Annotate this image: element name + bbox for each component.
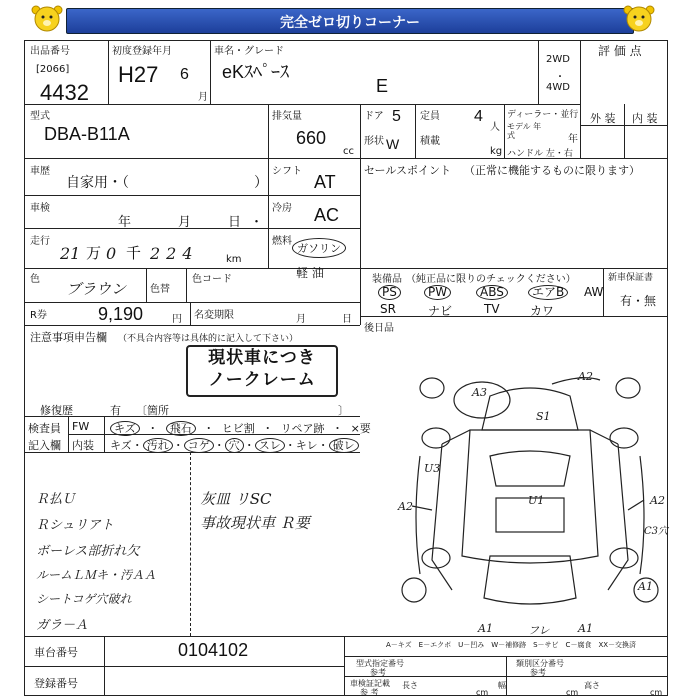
- drive-4wd: 4WD: [546, 82, 570, 93]
- equip-sr: SR: [380, 302, 396, 316]
- interior-cut: キレ: [295, 439, 318, 452]
- damage-mark-a3: A3: [472, 386, 487, 399]
- score-label: 評 価 点: [598, 44, 642, 58]
- mileage-c: 224: [150, 244, 199, 263]
- color-swap-label: 色替: [150, 284, 170, 295]
- comment-line-1: 灰皿 リSC: [200, 490, 272, 508]
- repair-history-close: 〕: [338, 404, 349, 417]
- equip-leather: カワ: [530, 304, 555, 318]
- inspect-scratch: キズ: [110, 421, 140, 436]
- interior-label: 内 装: [632, 112, 658, 125]
- equip-tv: TV: [484, 302, 500, 316]
- mileage-b: 0: [106, 244, 117, 263]
- fuel-gasoline-circled: ガソリン: [292, 238, 346, 258]
- damage-mark-a2-right: A2: [650, 494, 665, 507]
- model-code: DBA-B11A: [44, 124, 130, 144]
- repair-history-value: 有: [110, 404, 121, 417]
- repair-history-bracket: 〔箇所: [136, 404, 169, 417]
- month-unit: 月: [198, 92, 208, 103]
- ac-value: AC: [314, 205, 340, 225]
- interior-hole: 穴: [225, 438, 244, 453]
- interior-scratch: キズ: [110, 439, 132, 452]
- lot-number-label: 出品番号: [30, 46, 70, 57]
- declaration-label: 注意事項申告欄: [30, 331, 107, 344]
- registration-month: 6: [180, 66, 189, 83]
- interior-wear: スレ: [255, 438, 285, 453]
- damage-mark-a2-left: A2: [398, 500, 413, 513]
- shift-label: シフト: [272, 166, 302, 177]
- ac-label: 冷房: [272, 203, 292, 214]
- width-label: 幅: [498, 681, 506, 690]
- title-bar: [66, 8, 634, 34]
- equip-abs: ABS: [476, 285, 508, 300]
- sales-point-label: セールスポイント: [364, 164, 452, 177]
- warranty-value: 有・無: [620, 294, 657, 308]
- inspect-row-1: キズ ・ 飛石 ・ ヒビ割 ・ リペア跡 ・ ×要: [110, 420, 371, 436]
- sales-point-note: （正常に機能するものに限ります）: [464, 164, 640, 177]
- displacement-unit: cc: [343, 146, 354, 157]
- size-sub: 参 考: [360, 688, 379, 697]
- displacement-label: 排気量: [272, 111, 302, 122]
- inspect-row-2: キズ・ 汚れ ・ コゲ ・ 穴 ・ スレ ・キレ・ 破レ: [110, 437, 359, 453]
- registration-year: H27: [118, 62, 159, 87]
- handwritten-note-2: Ｒシュリアト: [36, 518, 114, 533]
- inspect-needed: ×要: [350, 422, 371, 435]
- color-label: 色: [30, 274, 40, 285]
- drive-dot: ・: [555, 72, 565, 83]
- handwritten-note-6: ガラ－Ａ: [36, 618, 89, 633]
- fuel-label: 燃料: [272, 236, 292, 247]
- car-name: eKｽﾍﾟｰｽ: [222, 62, 290, 82]
- capacity-label: 定員: [420, 111, 440, 122]
- model-label: 型式: [30, 111, 50, 122]
- inspect-crack: ヒビ割: [221, 422, 255, 435]
- equipment-label: 装備品: [372, 274, 402, 285]
- no-claim-stamp: [186, 345, 338, 397]
- load-label: 積載: [420, 136, 440, 147]
- damage-mark-a1-rear: A1: [578, 622, 593, 635]
- inspector-label: 検査員: [28, 422, 61, 435]
- usage-close: ）: [254, 175, 268, 191]
- load-unit: kg: [490, 146, 503, 157]
- exterior-label: 外 装: [590, 112, 616, 125]
- inspect-repair: リペア跡: [280, 422, 325, 435]
- damage-mark-a2-top: A2: [578, 370, 593, 383]
- damage-mark-u3: U3: [424, 462, 441, 475]
- damage-mark-s1: S1: [536, 410, 551, 423]
- chassis-label: 車台番号: [34, 646, 78, 659]
- chassis-number: 0104102: [178, 640, 249, 660]
- mileage-man: 万: [86, 244, 102, 262]
- drive-2wd: 2WD: [546, 54, 570, 65]
- mileage-unit: km: [226, 254, 242, 265]
- damage-mark-a1-right: A1: [638, 580, 653, 593]
- entry-label: 記入欄: [28, 439, 61, 452]
- model-year-label: モデル 年式: [507, 122, 542, 140]
- interior-burn: コゲ: [184, 438, 214, 453]
- recycle-label: R券: [30, 310, 47, 321]
- name-change-month: 月: [296, 314, 306, 325]
- mileage-sen: 千: [126, 244, 142, 262]
- handwritten-note-3: ボーレス部折れ欠: [36, 544, 140, 559]
- stamp-line-2: ノークレーム: [208, 370, 316, 390]
- shift-value: AT: [314, 172, 336, 192]
- first-registration-label: 初度登録年月: [112, 46, 172, 57]
- capacity: 4: [474, 108, 483, 125]
- stamp-line-1: 現状車につき: [208, 348, 316, 368]
- inspection-month: 月: [178, 215, 192, 230]
- door-label: ドア: [364, 111, 384, 122]
- handle-label: ハンドル 左・右: [507, 149, 573, 159]
- shape: W: [386, 136, 400, 152]
- equip-pw: PW: [424, 285, 451, 300]
- equip-aw: AW: [584, 285, 604, 299]
- dealer-label: ディーラー・並行: [507, 110, 579, 120]
- size-label: 車検証記載: [350, 679, 390, 688]
- inspect-chip: 飛石: [166, 421, 196, 436]
- length-unit: cm: [476, 688, 489, 697]
- equip-airbag: エアB: [528, 285, 568, 300]
- handwritten-note-5: シートコゲ穴破れ: [36, 592, 132, 606]
- mileage-label: 走行: [30, 236, 50, 247]
- height-unit: cm: [650, 688, 663, 697]
- model-spec-sub: 参考: [370, 668, 386, 677]
- height-label: 高さ: [584, 681, 600, 690]
- interior-torn: 破レ: [329, 438, 359, 453]
- lot-number: 4432: [40, 80, 89, 105]
- damage-mark-fure: フレ: [528, 624, 550, 637]
- inspection-year: 年: [118, 215, 132, 230]
- class-number-sub: 参考: [530, 668, 546, 677]
- handwritten-note-4: ルームＬＭキ・汚ＡＡ: [36, 568, 157, 582]
- fw-label: FW: [72, 420, 90, 433]
- page-title: 完全ゼロ切りコーナー: [280, 15, 420, 31]
- car-name-label: 車名・グレード: [214, 46, 284, 57]
- damage-mark-u1: U1: [528, 494, 545, 507]
- inspection-dot: ・: [250, 215, 264, 230]
- length-label: 長さ: [402, 681, 418, 690]
- displacement: 660: [296, 128, 327, 148]
- later-items-label: 後日品: [364, 323, 394, 334]
- recycle-fee: 9,190: [98, 304, 144, 324]
- equip-ps: PS: [378, 285, 401, 300]
- warranty-label: 新車保証書: [608, 273, 654, 283]
- equipment-note: （純正品に限りのチェックください）: [406, 274, 576, 285]
- color-code-label: 色コード: [192, 274, 232, 285]
- name-change-day: 日: [342, 314, 352, 325]
- bear-mascot-right-icon: [622, 4, 656, 34]
- name-change-label: 名変期限: [194, 310, 234, 321]
- inspection-label: 車検: [30, 203, 50, 214]
- color-value: ブラウン: [66, 280, 127, 298]
- shape-label: 形状: [364, 136, 384, 147]
- lot-number-small: [2066]: [36, 64, 70, 75]
- handwritten-note-1: Ｒ払Ｕ: [36, 492, 76, 507]
- declaration-note: （不具合内容等は具体的に記入して下さい）: [118, 334, 299, 344]
- bear-mascot-left-icon: [30, 4, 64, 34]
- repair-history-label: 修復歴: [40, 404, 73, 417]
- class-number-label: 類別区分番号: [516, 659, 564, 668]
- comment-line-2: 事故現状車 Ｒ要: [200, 514, 310, 532]
- interior-inspect-label: 内装: [72, 439, 94, 452]
- recycle-unit: 円: [172, 314, 182, 325]
- history-label: 車歴: [30, 166, 50, 177]
- capacity-unit: 人: [490, 122, 500, 133]
- header: [0, 0, 700, 36]
- inspection-day: 日: [228, 215, 242, 230]
- damage-legend: A－キズ E－エクボ U－凹み W－補修跡 S－サビ C－腐食 XX－交換済: [386, 641, 637, 649]
- registration-number-label: 登録番号: [34, 677, 78, 690]
- door-count: 5: [392, 108, 401, 125]
- damage-mark-a1-bottom: A1: [478, 622, 493, 635]
- width-unit: cm: [566, 688, 579, 697]
- fuel-diesel: 軽 油: [296, 266, 324, 280]
- mileage-a: 21: [60, 244, 81, 263]
- usage-value: 自家用・（: [66, 175, 129, 191]
- grade: E: [376, 76, 389, 96]
- model-spec-label: 型式指定番号: [356, 659, 404, 668]
- equip-navi: ナビ: [428, 304, 453, 318]
- model-year-unit: 年: [568, 134, 578, 145]
- damage-mark-c3: C3穴: [644, 526, 669, 537]
- interior-dirt: 汚れ: [143, 438, 173, 453]
